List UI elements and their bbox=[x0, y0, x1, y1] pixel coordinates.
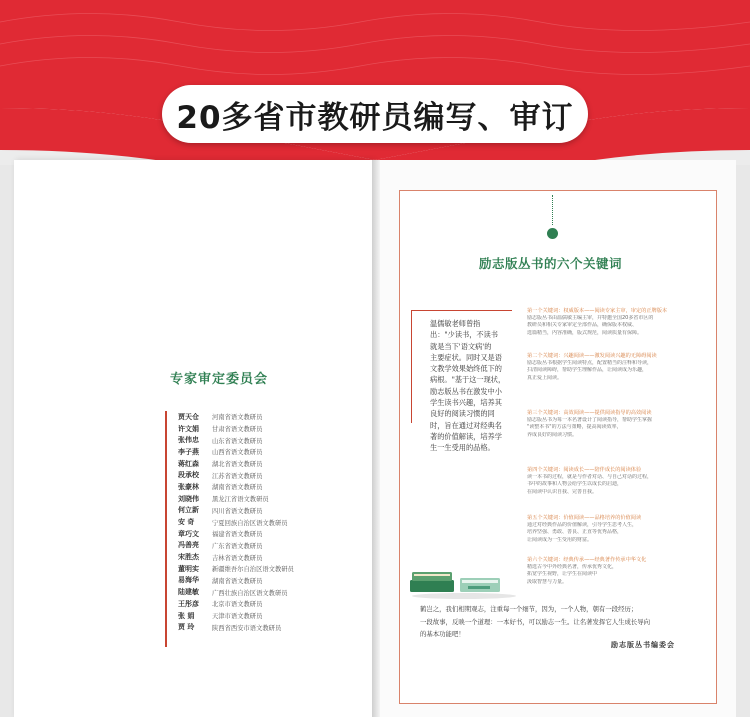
committee-member bbox=[178, 481, 294, 493]
keyword-title: 第五个关键词：价值阅读——品格培养的价值阅读 bbox=[527, 515, 642, 521]
member-role: 四川省语文教研员 bbox=[212, 507, 263, 515]
member-role: 山东省语文教研员 bbox=[212, 437, 263, 445]
quote-line: 良好的阅读习惯的同 bbox=[430, 409, 495, 419]
member-role: 甘肃省语文教研员 bbox=[212, 426, 263, 434]
committee-member bbox=[178, 586, 294, 598]
member-role: 湖北省语文教研员 bbox=[212, 461, 263, 469]
quote-line: 生一生受用的品格。 bbox=[430, 443, 495, 453]
keyword-title: 第三个关键词：高效阅读——提供阅读指导的高效阅读 bbox=[527, 410, 652, 416]
headline-text: 20多省市教研员编写、审订 bbox=[176, 99, 574, 136]
committee-member bbox=[178, 575, 294, 587]
keyword-body-line: 通过对经典作品的价值解读，引导学生思考人生， bbox=[527, 522, 638, 528]
member-role: 河南省语文教研员 bbox=[212, 414, 263, 422]
member-role: 山西省语文教研员 bbox=[212, 449, 263, 457]
keyword-body-line: 让阅读成为一生受用的财富。 bbox=[527, 536, 593, 543]
member-role: 新疆维吾尔自治区语文教研员 bbox=[212, 566, 294, 574]
keywords-title: 励志版丛书的六个关键词 bbox=[479, 256, 623, 271]
member-name: 冯善亮 bbox=[178, 540, 199, 550]
committee-member bbox=[178, 446, 294, 458]
committee-member bbox=[178, 505, 294, 517]
keyword-body bbox=[527, 417, 697, 439]
keyword-title: 第四个关键词：阅读成长——陪伴成长的阅读体验 bbox=[527, 467, 642, 473]
member-name: 安 奇 bbox=[178, 517, 195, 527]
keyword-body-line: 拓宽学生视野，让学生在阅读中 bbox=[527, 571, 598, 578]
member-name: 王彤彦 bbox=[178, 598, 199, 608]
book-gutter bbox=[372, 160, 380, 717]
keyword-body bbox=[527, 522, 697, 544]
keyword-body-line: 精选古今中外经典名著，传承优秀文化， bbox=[527, 564, 618, 570]
keyword-body-line: 培养坚强、勇敢、善良、正直等优秀品格， bbox=[527, 529, 623, 536]
keyword-body-line: 在阅读中认识自我、完善自我。 bbox=[527, 488, 598, 495]
keyword-block bbox=[527, 410, 697, 439]
member-name: 李子燕 bbox=[178, 446, 199, 456]
keyword-body-line: 励志版丛书为每一本名著设计了阅读指导，帮助学生掌握 bbox=[527, 417, 653, 423]
committee-member bbox=[178, 551, 294, 563]
keyword-body-line: 教研员和相关专家审定全部作品，确保版本权威、 bbox=[527, 322, 638, 329]
keyword-body-line: 扫清阅读障碍，帮助学生理解作品，让阅读成为乐趣， bbox=[527, 367, 648, 374]
committee-member bbox=[178, 423, 294, 435]
keyword-body-line: 书中的故事和人物会给学生以成长的启迪， bbox=[527, 481, 623, 488]
member-role: 福建省语文教研员 bbox=[212, 531, 263, 539]
member-role: 湖南省语文教研员 bbox=[212, 577, 263, 585]
keyword-body bbox=[527, 315, 697, 337]
committee-member bbox=[178, 516, 294, 528]
keyword-block bbox=[527, 515, 697, 544]
keyword-body-line: 汲取智慧与力量。 bbox=[527, 578, 568, 585]
committee-member bbox=[178, 434, 294, 446]
member-role: 广东省语文教研员 bbox=[212, 542, 263, 550]
committee-member bbox=[178, 563, 294, 575]
closing-line: 鹤岂之，我们相期观志，注重每一个细节，因为，一个人物，朝有一段经历； bbox=[420, 605, 638, 613]
keyword-body bbox=[527, 474, 697, 496]
member-name: 段承校 bbox=[178, 470, 199, 480]
quote-line: 著的价值解读，培养学 bbox=[430, 431, 502, 441]
keyword-title: 第二个关键词：兴趣阅读——激发阅读兴趣的无障碍阅读 bbox=[527, 353, 657, 359]
committee-member bbox=[178, 458, 294, 470]
decorative-dotted-line bbox=[552, 195, 553, 225]
quote-line: 就是当下'语文病'的 bbox=[430, 341, 492, 351]
closing-line: 一段故事，反映一个道理：一本好书，可以励志一生。让名著发挥它人生成长导向 bbox=[420, 617, 651, 626]
keyword-block bbox=[527, 353, 697, 382]
quote-line: 励志版丛书在激发中小 bbox=[430, 386, 502, 396]
quote-line: 出："少读书，不读书 bbox=[430, 330, 498, 340]
quote-line: 温儒敏老师曾指 bbox=[430, 319, 481, 328]
signature: 励志版丛书编委会 bbox=[611, 640, 675, 649]
keyword-block bbox=[527, 557, 697, 586]
quote-text bbox=[430, 318, 520, 454]
keyword-body-line: 养成良好的阅读习惯。 bbox=[527, 431, 578, 438]
committee-member-list bbox=[178, 411, 294, 633]
keyword-block bbox=[527, 308, 697, 337]
member-name: 何立新 bbox=[178, 505, 199, 515]
member-role: 吉林省语文教研员 bbox=[212, 554, 263, 562]
keyword-body-line: 读一本书的过程，就是与作者对话、与自己对话的过程， bbox=[527, 474, 653, 480]
keyword-body-line: 选篇精当，内容准确，版式规范，阅读质量有保障。 bbox=[527, 329, 643, 336]
member-name: 宋胜杰 bbox=[178, 552, 199, 562]
member-name: 陆建敏 bbox=[178, 587, 199, 597]
closing-line: 的基本功能吧！ bbox=[420, 630, 465, 638]
member-role: 广西壮族自治区语文教研员 bbox=[212, 589, 288, 597]
member-role: 北京市语文教研员 bbox=[212, 601, 263, 609]
quote-line: 时，旨在通过对经典名 bbox=[430, 420, 502, 430]
keyword-body bbox=[527, 360, 697, 382]
member-name: 刘晓伟 bbox=[178, 493, 199, 503]
member-name: 易海华 bbox=[178, 575, 199, 585]
committee-member bbox=[178, 610, 294, 622]
committee-member bbox=[178, 411, 294, 423]
keyword-block bbox=[527, 467, 697, 496]
member-name: 张豪林 bbox=[178, 481, 199, 491]
member-role: 宁夏回族自治区语文教研员 bbox=[212, 519, 288, 527]
quote-line: 主要症状。同时又是语 bbox=[430, 352, 502, 362]
quote-line: 病根。"基于这一现状， bbox=[430, 375, 506, 385]
quote-line: 学生读书兴趣，培养其 bbox=[430, 398, 502, 408]
member-name: 章巧文 bbox=[178, 528, 199, 538]
headline-banner bbox=[162, 85, 588, 143]
keyword-title: 第六个关键词：经典传承——经典著作传承中华文化 bbox=[527, 557, 647, 563]
member-name: 张伟忠 bbox=[178, 435, 199, 445]
green-dot-icon bbox=[547, 228, 558, 239]
closing-paragraph bbox=[420, 603, 700, 641]
quote-line: 文教学效果始终低下的 bbox=[430, 364, 502, 374]
keyword-body bbox=[527, 564, 697, 586]
committee-member bbox=[178, 469, 294, 481]
member-role: 黑龙江省语文教研员 bbox=[212, 496, 269, 504]
committee-divider bbox=[165, 411, 167, 647]
keyword-body-line: 真正爱上阅读。 bbox=[527, 374, 563, 381]
member-name: 贾 玲 bbox=[178, 622, 195, 632]
committee-member bbox=[178, 528, 294, 540]
member-name: 贾天仓 bbox=[178, 411, 199, 421]
member-name: 许文娟 bbox=[178, 423, 199, 433]
member-name: 蒋红森 bbox=[178, 458, 199, 468]
keyword-body-line: 励志版丛书由温儒敏主编主审，并特邀全国20多省市区的 bbox=[527, 315, 654, 321]
books-illustration bbox=[408, 560, 520, 600]
committee-member bbox=[178, 493, 294, 505]
committee-title: 专家审定委员会 bbox=[170, 372, 269, 387]
member-role: 陕西省西安市语文教研员 bbox=[212, 624, 282, 632]
member-role: 天津市语文教研员 bbox=[212, 613, 263, 621]
keyword-body-line: 励志版丛书根据学生阅读特点，配置精当的注释和导读， bbox=[527, 360, 653, 366]
keyword-body-line: "读整本书"的方法与策略，提高阅读效率， bbox=[527, 424, 622, 431]
keyword-title: 第一个关键词：权威版本——阅读专家主审，审定的正牌版本 bbox=[527, 308, 668, 314]
member-role: 江苏省语文教研员 bbox=[212, 472, 263, 480]
committee-member bbox=[178, 598, 294, 610]
member-name: 张 娟 bbox=[178, 610, 195, 620]
committee-member bbox=[178, 621, 294, 633]
member-role: 湖南省语文教研员 bbox=[212, 484, 263, 492]
committee-member bbox=[178, 540, 294, 552]
member-name: 董明实 bbox=[178, 563, 199, 573]
